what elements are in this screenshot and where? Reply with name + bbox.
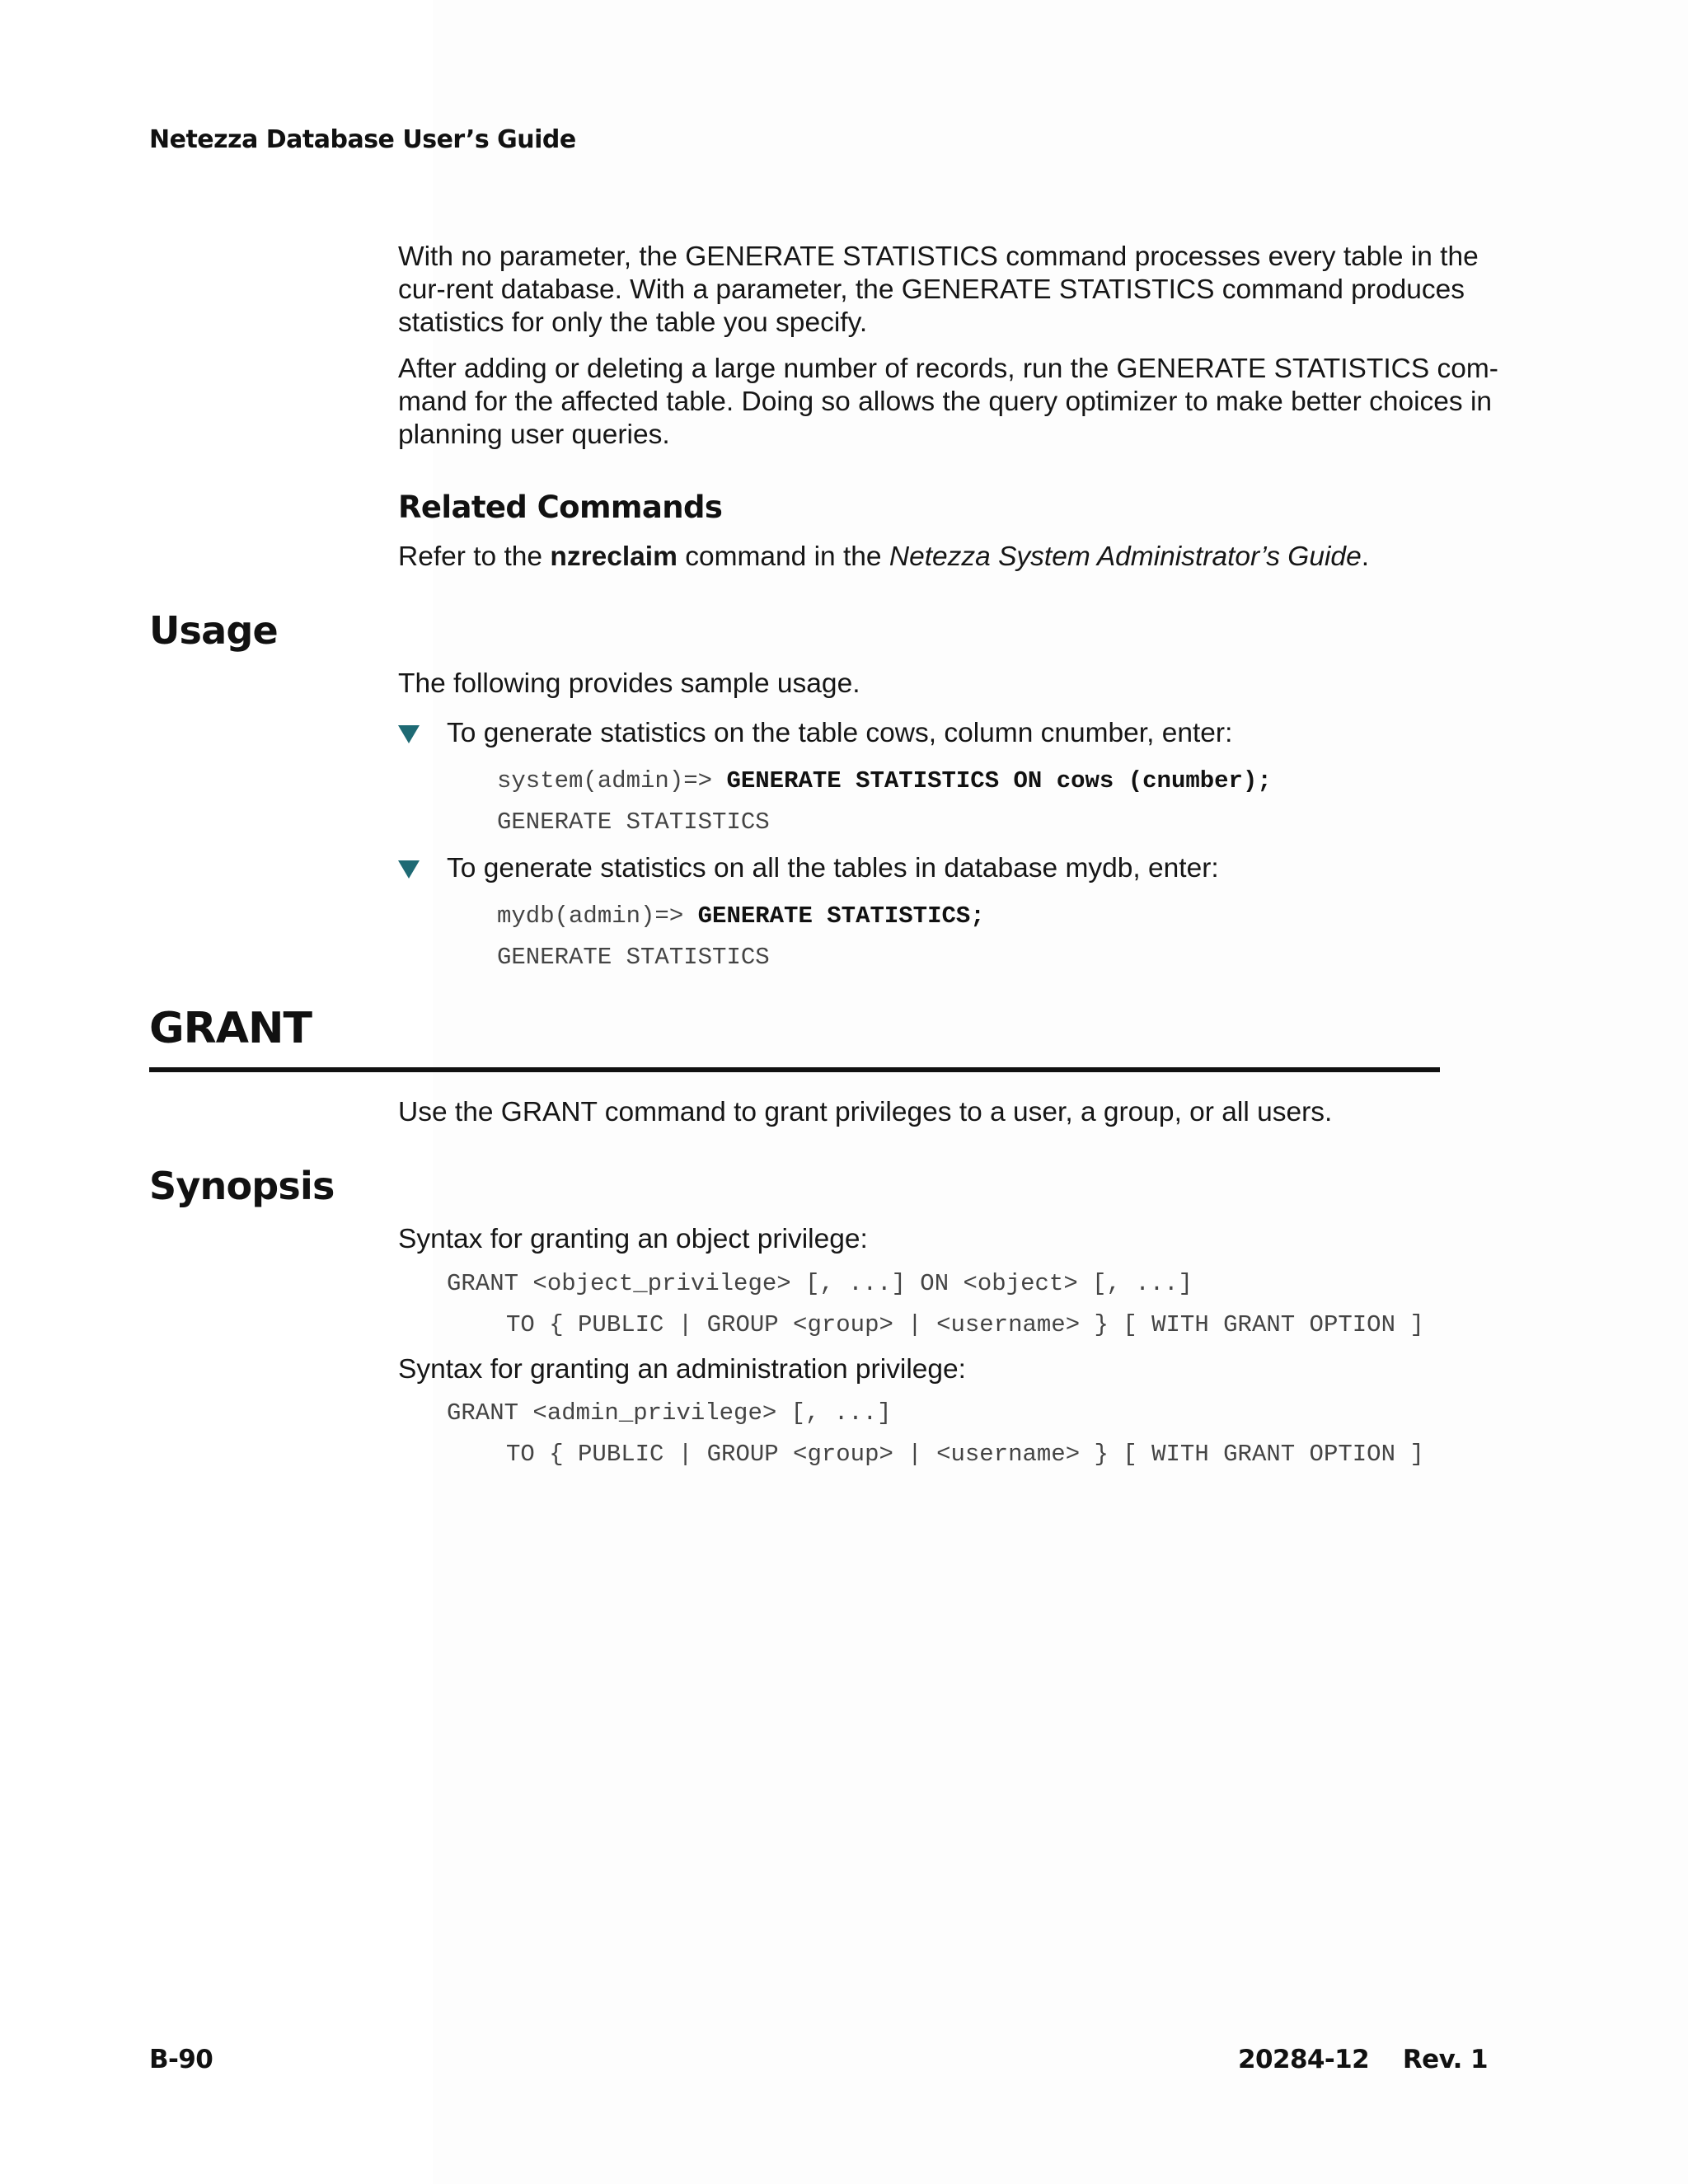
intro-paragraph-1: With no parameter, the GENERATE STATISTICS command processes every table in the cur-rent database. With a parameter, the GENERATE STATISTICS command produces statistics for only the table you specify. bbox=[398, 241, 1479, 338]
command-prompt: mydb(admin)=> bbox=[497, 902, 698, 930]
usage-item-2-command bbox=[497, 902, 985, 931]
doc-revision bbox=[1238, 2045, 1488, 2074]
command-text: GENERATE STATISTICS ON cows (cnumber); bbox=[726, 767, 1272, 794]
related-text-middle: command in the bbox=[677, 541, 889, 572]
nzreclaim-command: nzreclaim bbox=[550, 541, 678, 572]
doc-number: 20284-12 bbox=[1238, 2045, 1370, 2074]
guide-title: Netezza System Administrator’s Guide bbox=[889, 541, 1362, 572]
related-commands-heading: Related Commands bbox=[398, 490, 723, 525]
usage-intro: The following provides sample usage. bbox=[398, 668, 860, 699]
usage-heading: Usage bbox=[149, 608, 278, 653]
command-prompt: system(admin)=> bbox=[497, 767, 727, 794]
admin-syntax-line-1: GRANT <admin_privilege> [, ...] bbox=[447, 1399, 892, 1427]
object-privilege-label: Syntax for granting an object privilege: bbox=[398, 1224, 868, 1254]
related-text-after: . bbox=[1361, 541, 1370, 572]
command-text: GENERATE STATISTICS; bbox=[697, 902, 985, 930]
revision: Rev. 1 bbox=[1402, 2045, 1488, 2074]
triangle-bullet-icon bbox=[398, 860, 420, 879]
usage-item-1-command bbox=[497, 766, 1272, 796]
usage-item-1-output: GENERATE STATISTICS bbox=[497, 808, 770, 836]
grant-heading: GRANT bbox=[149, 1004, 312, 1053]
admin-syntax-line-2: TO { PUBLIC | GROUP <group> | <username> } [ WITH GRANT OPTION ] bbox=[506, 1441, 1424, 1468]
triangle-bullet-icon bbox=[398, 725, 420, 743]
intro-paragraph-2: After adding or deleting a large number of records, run the GENERATE STATISTICS com-mand for the affected table. Doing so allows the query optimizer to make better choices in planning user queries. bbox=[398, 354, 1498, 450]
usage-item-2-output: GENERATE STATISTICS bbox=[497, 944, 770, 971]
page-number: B-90 bbox=[149, 2045, 213, 2074]
running-head: Netezza Database User’s Guide bbox=[149, 125, 576, 154]
object-syntax-line-2: TO { PUBLIC | GROUP <group> | <username> } [ WITH GRANT OPTION ] bbox=[506, 1311, 1424, 1338]
usage-item-2-text: To generate statistics on all the tables in database mydb, enter: bbox=[447, 853, 1219, 883]
grant-heading-rule bbox=[149, 1067, 1440, 1072]
synopsis-heading: Synopsis bbox=[149, 1164, 335, 1208]
related-commands-text bbox=[398, 541, 1503, 574]
page-margin bbox=[0, 0, 433, 2184]
grant-description: Use the GRANT command to grant privileges to a user, a group, or all users. bbox=[398, 1097, 1333, 1127]
related-text-before: Refer to the bbox=[398, 541, 551, 572]
admin-privilege-label: Syntax for granting an administration privilege: bbox=[398, 1354, 966, 1385]
object-syntax-line-1: GRANT <object_privilege> [, ...] ON <object> [, ...] bbox=[447, 1270, 1193, 1297]
usage-item-1-text: To generate statistics on the table cows, column cnumber, enter: bbox=[447, 718, 1233, 748]
